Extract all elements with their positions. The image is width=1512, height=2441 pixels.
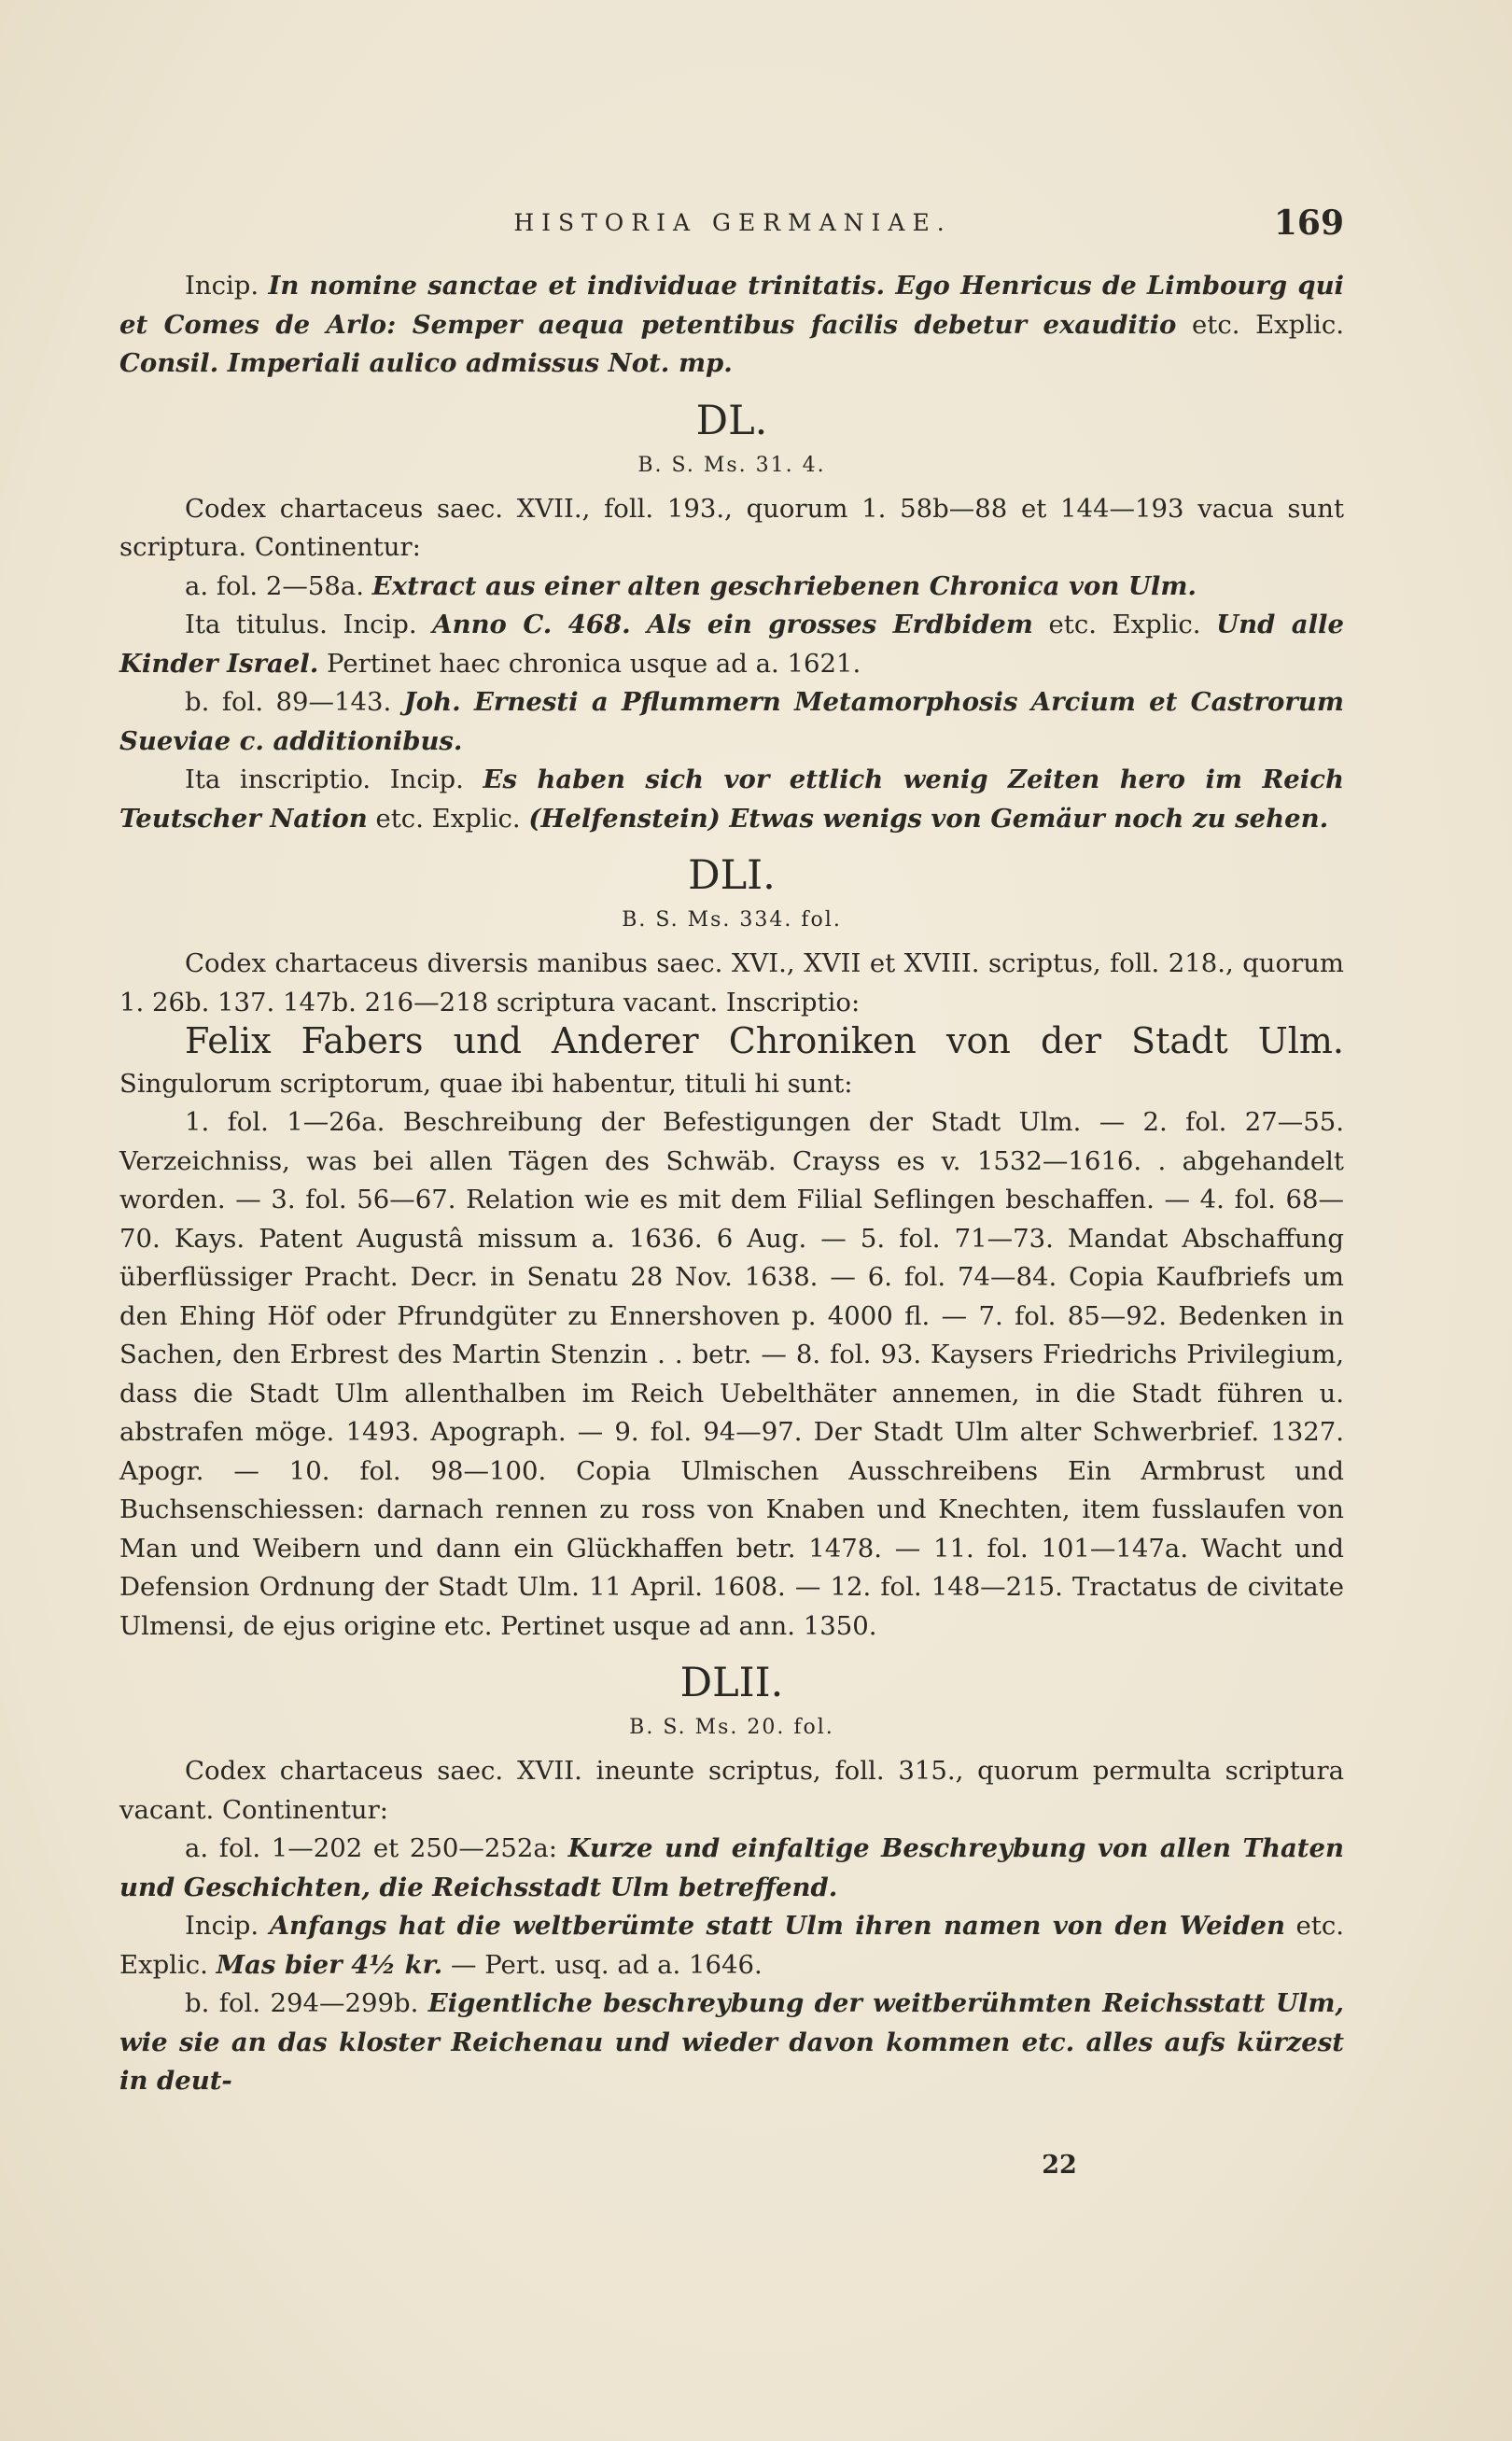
explicit-text: Und alle Kinder Israel. xyxy=(119,610,1344,679)
item-title: Joh. Ernesti a Pflummern Metamorphosis Arcium et Castrorum Sueviae c. additionibus. xyxy=(119,687,1344,756)
incipit-text: In nomine sanctae et individuae trinitatis. Ego Henricus de Limbourg qui et Comes de Arlo: Semper aequa petentibus facilis debetur exauditio xyxy=(119,271,1345,340)
explic-label: etc. Explic. xyxy=(1176,309,1344,340)
page-number: 169 xyxy=(1273,203,1344,243)
codex-description-dli: Codex chartaceus diversis manibus saec. XVI., XVII et XVIII. scriptus, foll. 218., quorum 1. 26b. 137. 147b. 216—218 scriptura vacant. Inscriptio: xyxy=(119,948,1344,1017)
item-b-incipit-dl xyxy=(119,761,1344,838)
incipit-text: Anfangs hat die weltberümte statt Ulm ihren namen von den Weiden xyxy=(269,1911,1285,1941)
text-run: Incip. xyxy=(185,1911,270,1941)
item-a-dl xyxy=(119,568,1344,607)
page-header xyxy=(121,203,1344,245)
explicit-text: Consil. Imperiali aulico admissus Not. mp. xyxy=(119,348,733,378)
text-run: etc. Explic. xyxy=(119,1911,1345,1980)
inscription-title: Felix Fabers und Anderer Chroniken von der Stadt Ulm. xyxy=(185,1020,1344,1061)
item-label: a. fol. 1—202 et 250—252a: xyxy=(185,1833,568,1863)
text-run: Ita inscriptio. Incip. xyxy=(185,765,483,794)
item-a-incipit-dlii xyxy=(119,1907,1344,1985)
text-run: Ita titulus. Incip. xyxy=(185,610,433,639)
text-run: — Pert. usq. ad a. 1646. xyxy=(442,1949,763,1980)
inscription-dli xyxy=(119,1022,1344,1103)
item-b-dl xyxy=(119,683,1344,761)
codex-description-dl: Codex chartaceus saec. XVII., foll. 193., quorum 1. 58b—88 et 144—193 vacua sunt scriptura. Continentur: xyxy=(119,493,1344,562)
incip-label: Incip. xyxy=(185,271,269,301)
page-body xyxy=(119,267,1344,2101)
codex-description-dlii: Codex chartaceus saec. XVII. ineunte scriptus, foll. 315., quorum permulta scriptura vacant. Continentur: xyxy=(119,1756,1344,1825)
item-title: Extract aus einer alten geschriebenen Chronica von Ulm. xyxy=(371,570,1197,601)
item-label: a. fol. 2—58a. xyxy=(185,570,372,601)
item-label: b. fol. 89—143. xyxy=(185,687,404,717)
text-run: Pertinet haec chronica usque ad a. 1621. xyxy=(318,648,861,679)
item-label: b. fol. 294—299b. xyxy=(185,1988,428,2018)
entry-number-dl: DL. xyxy=(695,397,768,444)
entry-number-dlii: DLII. xyxy=(679,1660,784,1706)
continuation-paragraph xyxy=(119,267,1344,384)
shelfmark-dli: B. S. Ms. 334. fol. xyxy=(622,908,842,932)
shelfmark-dl: B. S. Ms. 31. 4. xyxy=(637,453,826,477)
incipit-text: Anno C. 468. Als ein grosses Erdbidem xyxy=(432,610,1033,639)
item-a-incipit-dl xyxy=(119,606,1344,683)
signature-mark: 22 xyxy=(1042,2151,1077,2180)
shelfmark-dlii: B. S. Ms. 20. fol. xyxy=(629,1716,834,1739)
item-title: Kurze und einfaltige Beschreybung von allen Thaten und Geschichten, die Reichsstadt Ulm betreffend. xyxy=(119,1833,1344,1902)
explicit-text: (Helfenstein) Etwas wenigs von Gemäur noch zu sehen. xyxy=(528,803,1329,834)
item-title: Eigentliche beschreybung der weitberühmten Reichsstatt Ulm, wie sie an das kloster Reichenau und wieder davon kommen etc. alles aufs kürzest in deut- xyxy=(119,1988,1344,2096)
item-b-dlii xyxy=(119,1985,1344,2101)
item-a-dlii xyxy=(119,1830,1344,1907)
running-title: HISTORIA GERMANIAE. xyxy=(513,209,952,236)
text-run: Singulorum scriptorum, quae ibi habentur, tituli hi sunt: xyxy=(119,1068,853,1099)
text-run: etc. Explic. xyxy=(1032,610,1217,639)
contents-list-dli: 1. fol. 1—26a. Beschreibung der Befestigungen der Stadt Ulm. — 2. fol. 27—55. Verzeichniss, was bei allen Tägen des Schwäb. Crayss es v. 1532—1616. . abgehandelt worden. — 3. fol. 56—67. Relation wie es mit dem Filial Seflingen beschaffen. — 4. fol. 68—70. Kays. Patent Augustâ missum a. 1636. 6 Aug. — 5. fol. 71—73. Mandat Abschaffung überflüssiger Pracht. Decr. in Senatu 28 Nov. 1638. — 6. fol. 74—84. Copia Kaufbriefs um den Ehing Höf oder Pfrundgüter zu Ennershoven p. 4000 fl. — 7. fol. 85—92. Bedenken in Sachen, den Erbrest des Martin Stenzin . . betr. — 8. fol. 93. Kaysers Friedrichs Privilegium, dass die Stadt Ulm allenthalben im Reich Uebelthäter annemen, in die Stadt führen u. abstrafen möge. 1493. Apograph. — 9. fol. 94—97. Der Stadt Ulm alter Schwerbrief. 1327. Apogr. — 10. fol. 98—100. Copia Ulmischen Ausschreibens Ein Armbrust und Buchsenschiessen: darnach rennen zu ross von Knaben und Knechten, item fusslaufen von Man und Weibern und dann ein Glückhaffen betr. 1478. — 11. fol. 101—147a. Wacht und Defension Ordnung der Stadt Ulm. 11 April. 1608. — 12. fol. 148—215. Tractatus de civitate Ulmensi, de ejus origine etc. Pertinet usque ad ann. 1350. xyxy=(119,1107,1344,1641)
entry-number-dli: DLI. xyxy=(688,852,776,899)
incipit-text: Es haben sich vor ettlich wenig Zeiten hero im Reich Teutscher Nation xyxy=(119,765,1344,834)
explicit-text: Mas bier 4½ kr. xyxy=(216,1949,443,1980)
text-run: etc. Explic. xyxy=(367,803,529,834)
